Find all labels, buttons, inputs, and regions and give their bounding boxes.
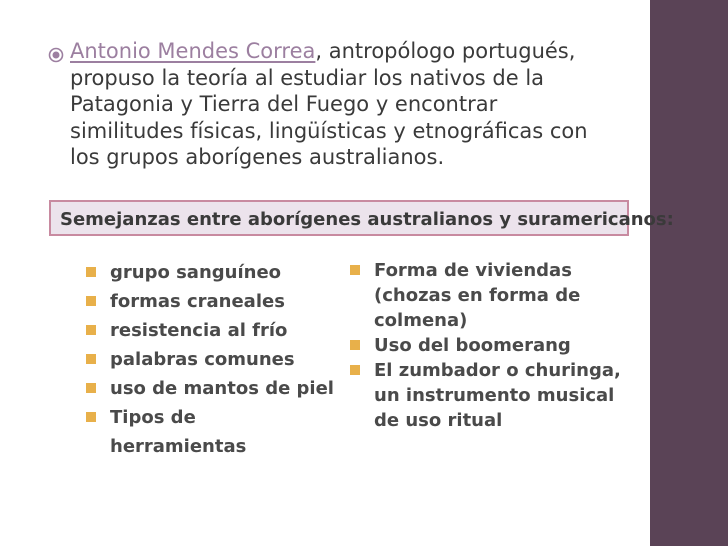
square-bullet-icon: [86, 383, 96, 393]
square-bullet-icon: [350, 340, 360, 350]
square-bullet-icon: [86, 296, 96, 306]
list-item: Tipos de herramientas: [86, 403, 336, 432]
decorative-side-band: [648, 0, 728, 546]
list-item: Forma de viviendas (chozas en forma de colmena): [350, 258, 640, 333]
list-item: palabras comunes: [86, 345, 336, 374]
list-item: resistencia al frío: [86, 316, 336, 345]
square-bullet-icon: [86, 267, 96, 277]
list-item: grupo sanguíneo: [86, 258, 336, 287]
square-bullet-icon: [350, 265, 360, 275]
left-similarities-list: [86, 258, 336, 457]
square-bullet-icon: [350, 365, 360, 375]
right-similarities-list: [350, 258, 640, 433]
square-bullet-icon: [86, 354, 96, 364]
similarities-heading: Semejanzas entre aborígenes australianos y suramericanos:: [60, 209, 674, 230]
author-link[interactable]: Antonio Mendes Correa: [70, 39, 316, 63]
band-divider: [648, 0, 650, 546]
square-bullet-icon: [86, 412, 96, 422]
list-item: formas craneales: [86, 287, 336, 316]
similarities-heading-box: [49, 200, 674, 236]
list-item: El zumbador o churinga, un instrumento musical de uso ritual: [350, 358, 640, 433]
list-item: Uso del boomerang: [350, 333, 640, 358]
list-item: uso de mantos de piel: [86, 374, 336, 403]
intro-body: , antropólogo portugués, propuso la teoría al estudiar los nativos de la Patagonia y Tierra del Fuego y encontrar similitudes físicas, lingüísticas y etnográficas con los grupos aborígenes australianos.: [70, 39, 588, 169]
square-bullet-icon: [86, 325, 96, 335]
intro-text: [70, 38, 610, 171]
circle-bullet-icon: [48, 43, 64, 59]
